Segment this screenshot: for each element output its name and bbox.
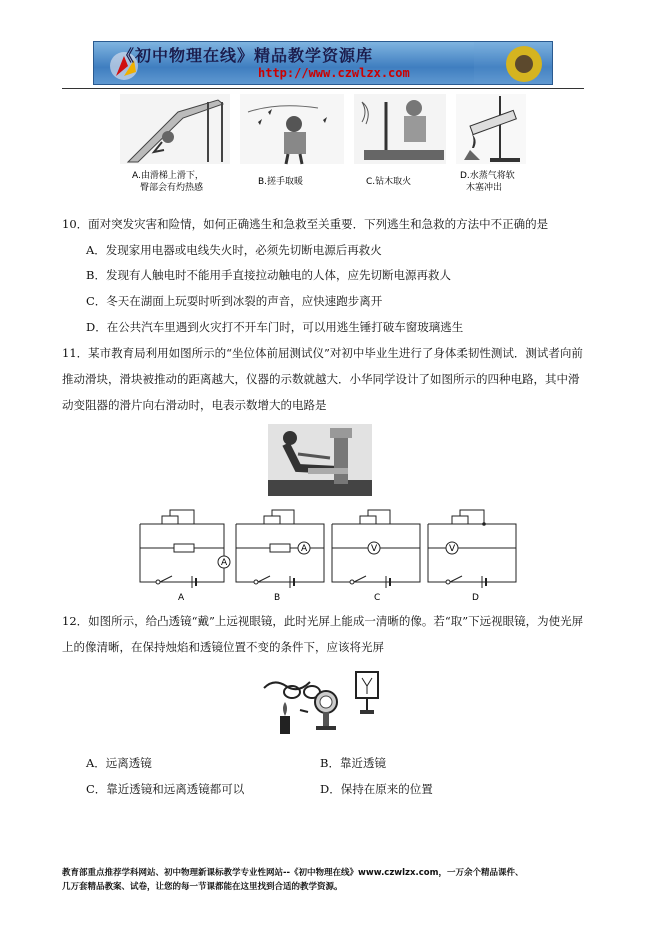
q11-stem-line2: 推动滑块，滑块被推动的距离越大，仪器的示数就越大．小华同学设计了如图所示的四种电路，其中滑 xyxy=(62,372,580,386)
meter-b-label: A xyxy=(301,544,308,554)
q10-stem: 10．面对突发灾害和险情，如何正确逃生和急救至关重要．下列逃生和急救的方法中不正确的是 xyxy=(62,217,549,231)
q12-stem-line2: 上的像清晰，在保持烛焰和透镜位置不变的条件下，应该将光屏 xyxy=(62,640,384,654)
circuit-d-label: D xyxy=(472,593,479,602)
q12-option-a[interactable]: A．远离透镜 xyxy=(86,756,152,770)
meter-c-label: V xyxy=(371,544,378,554)
q10-option-c[interactable]: C．冬天在湖面上玩耍时听到冰裂的声音，应快速跑步离开 xyxy=(86,294,383,308)
q11-circuits xyxy=(134,506,529,602)
banner-url[interactable]: http://www.czwlzx.com xyxy=(258,66,410,80)
q11-stem-line1: 11．某市教育局利用如图所示的“坐位体前屈测试仪”对初中毕业生进行了身体柔韧性测试．测试者向前 xyxy=(62,346,583,360)
q10-option-a[interactable]: A．发现家用电器或电线失火时，必须先切断电源后再救火 xyxy=(86,243,382,257)
caption-c: C.钻木取火 xyxy=(366,177,412,187)
drilling-wood-illustration xyxy=(354,94,446,164)
q10-option-d[interactable]: D．在公共汽车里遇到火灾打不开车门时，可以用逃生锤打破车窗玻璃逃生 xyxy=(86,320,464,334)
slide-illustration xyxy=(120,94,230,164)
steam-tube-illustration xyxy=(456,94,526,164)
q12-stem-line1: 12．如图所示，给凸透镜“戴”上远视眼镜，此时光屏上能成一清晰的像。若“取”下远视眼镜，为使光屏 xyxy=(62,614,584,628)
circuit-d xyxy=(428,510,516,602)
banner-title: 《初中物理在线》精品教学资源库 xyxy=(118,46,374,65)
q9-figure xyxy=(118,92,528,202)
q12-option-b[interactable]: B．靠近透镜 xyxy=(320,756,386,770)
caption-d-line1: D.水蒸气将软 xyxy=(460,171,515,181)
caption-b: B.搓手取暖 xyxy=(258,177,304,187)
circuit-c xyxy=(332,510,420,602)
circuit-b-label: B xyxy=(274,593,281,602)
circuit-a-label: A xyxy=(178,593,185,602)
flexibility-tester-photo xyxy=(268,424,372,496)
q12-option-d[interactable]: D．保持在原来的位置 xyxy=(320,782,433,796)
q11-stem-line3: 动变阻器的滑片向右滑动时，电表示数增大的电路是 xyxy=(62,398,327,412)
rubbing-hands-illustration xyxy=(240,94,344,164)
lens-setup-figure xyxy=(256,666,392,740)
header-divider xyxy=(62,88,584,89)
caption-d-line2: 木塞冲出 xyxy=(466,183,503,193)
circuit-c-label: C xyxy=(374,593,381,602)
q10-option-b[interactable]: B．发现有人触电时不能用手直接拉动触电的人体，应先切断电源再救人 xyxy=(86,268,451,282)
caption-a-line1: A.由滑梯上滑下， xyxy=(132,171,204,181)
circuit-a xyxy=(140,510,230,602)
meter-d-label: V xyxy=(449,544,456,554)
circuit-b xyxy=(236,510,324,602)
meter-a-label: A xyxy=(221,558,228,568)
footer-line2: 几万套精品教案、试卷，让您的每一节课都能在这里找到合适的教学资源。 xyxy=(62,882,343,892)
q12-option-c[interactable]: C．靠近透镜和远离透镜都可以 xyxy=(86,782,245,796)
footer-line1: 教育部重点推荐学科网站、初中物理新课标教学专业性网站--《初中物理在线》www.czwlzx.com，一万余个精品课件、 xyxy=(62,868,524,878)
caption-a-line2: 臀部会有灼热感 xyxy=(140,183,204,193)
